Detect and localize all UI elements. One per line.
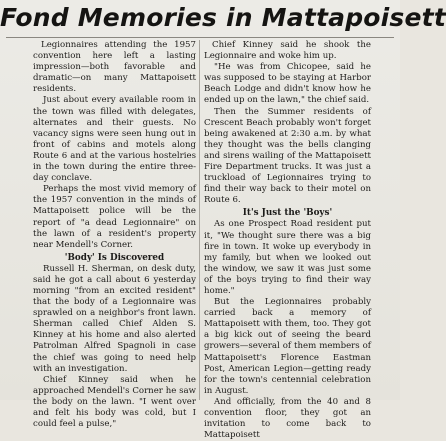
article-paragraph: "He was from Chicopee, said he was supposed to be staying at Harbor Beach Lodge and didn't know how he ended up on the lawn," the chief said.	[204, 62, 371, 106]
subheading: 'Body' Is Discovered	[64, 252, 165, 263]
article-paragraph: Legionnaires attending the 1957 convention here left a lasting impression—both favorable and dramatic—on many Mattapoisett residents.	[33, 40, 196, 95]
article-paragraph: As one Prospect Road resident put it, "We thought sure there was a big fire in town. It woke up everybody in my family, but when we looked out the window, we saw it was just some of the boys trying to find their way home."	[204, 219, 371, 296]
article-paragraph: Chief Kinney said he shook the Legionnaire and woke him up.	[204, 40, 371, 62]
article-paragraph: Just about every available room in the town was filled with delegates, alternates and their guests. No vacancy signs were seen hung out in front of cabins and motels along Route 6 and at the various hostelries in the town during the entire three-day conclave.	[33, 95, 196, 184]
headline: Fond Memories in Mattapoisett	[0, 3, 446, 32]
article-paragraph: Chief Kinney said when he approached Mendell's Corner he saw the body on the lawn. "I went over and felt his body was cold, but I could feel a pulse,"	[33, 374, 196, 430]
headline-rule	[6, 37, 394, 38]
article-paragraph: But the Legionnaires probably carried back a memory of Mattapoisett with them, too. They got a big kick out of seeing the beard growers—several of them members of Mattapoisett's Florence Eastman Post, American Legion—getting ready for the town's centennial celebration in August.	[204, 297, 371, 396]
article-paragraph: Perhaps the most vivid memory of the 1957 convention in the minds of Mattapoisett police will be the report of "a dead Legionnaire" on the lawn of a resident's property near Mendell's Corner.	[33, 184, 196, 250]
right-column	[204, 40, 371, 441]
article-paragraph: Then the Summer residents of Crescent Beach probably won't forget being awakened at 2:30 a.m. by what they thought was the bells clanging and sirens wailing of the Mattapoisett Fire Department trucks. It was just a truckload of Legionnaires trying to find their way back to their motel on Route 6.	[204, 106, 371, 206]
left-column	[33, 40, 196, 430]
article-paragraph: Russell H. Sherman, on desk duty, said he got a call about 6 yesterday morning "from an excited resident" that the body of a Legionnaire was sprawled on a neighbor's front lawn. Sherman called Chief Alden S. Kinney at his home and also alerted Patrolman Alfred Spagnoli in case the chief was going to need help with an investigation.	[33, 263, 196, 374]
article-paragraph: And officially, from the 40 and 8 convention floor, they got an invitation to come back to Mattapoisett	[204, 396, 371, 441]
subheading: It's Just the 'Boys'	[242, 208, 333, 219]
column-divider	[199, 40, 200, 400]
